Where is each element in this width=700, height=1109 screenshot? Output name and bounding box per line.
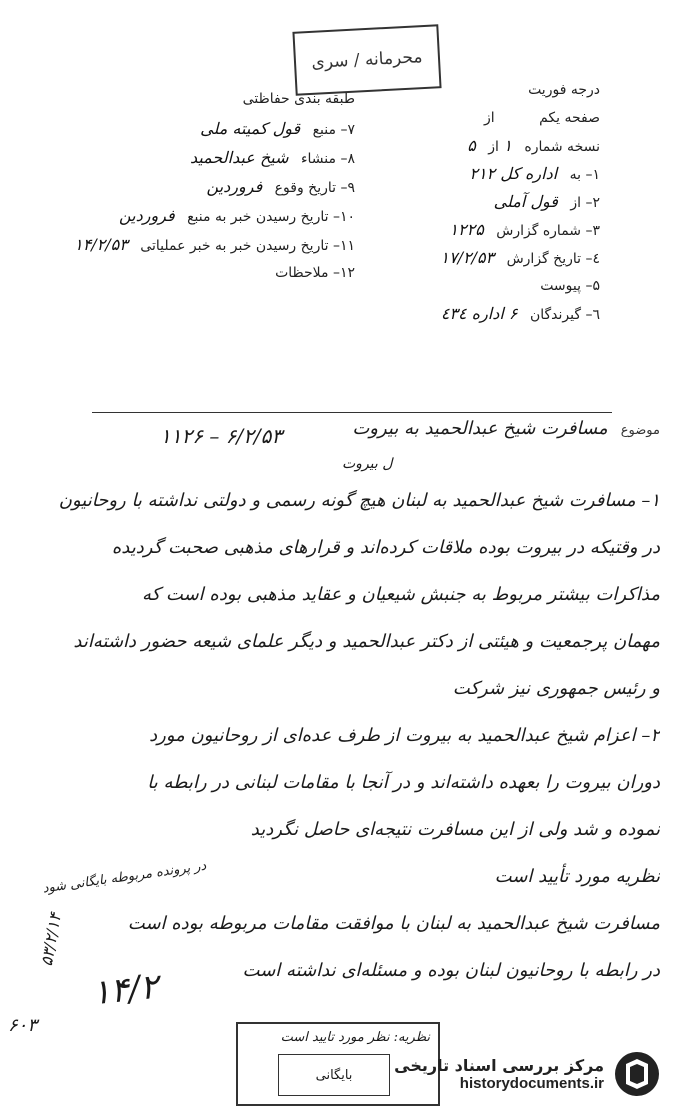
subject-row <box>40 412 660 446</box>
body-line: دوران بیروت را بعهده داشته‌اند و در آنجا با مقامات لبنانی در رابطه با <box>147 772 660 793</box>
body-line: در وقتیکه در بیروت بوده ملاقات کرده‌اند و قرارهای مذهبی صحبت گردیده <box>111 537 660 558</box>
margin-big-date: ۱۴/۲ <box>90 966 161 1014</box>
page-row: صفحه یکم از <box>483 110 600 126</box>
from-row: ۲– از قول آملی <box>493 192 600 211</box>
attachment-row: ۵– پیوست <box>540 278 600 294</box>
margin-note: در پرونده مربوطه بایگانی شود <box>41 858 208 897</box>
body-line: مذاکرات بیشتر مربوط به جنبش شیعیان و عقاید مذهبی بوده است که <box>141 584 660 605</box>
header-left-column <box>35 85 355 288</box>
archive-logo-icon <box>612 1049 662 1099</box>
origin-row: ۸– منشاء شیخ عبدالحمید <box>189 148 355 167</box>
report-date-row: ٤– تاریخ گزارش ۱۷/۲/۵۳ <box>440 248 600 267</box>
margin-date: ۵۳/۲/۱۴ <box>36 911 65 968</box>
bottom-stamp-text: نظریه: نظر مورد تایید است <box>280 1030 430 1045</box>
body-line: مسافرت شیخ عبدالحمید به لبنان با موافقت مقامات مربوطه بوده است <box>127 913 660 934</box>
classification-stamp: محرمانه / سری <box>292 24 441 96</box>
body-line: در رابطه با روحانیون لبنان بوده و مسئله‌ای نداشته است <box>242 960 660 981</box>
to-row: ۱– به اداره کل ۲۱۲ <box>469 164 600 183</box>
watermark-fa: مرکز بررسی اسناد تاریخی <box>394 1056 604 1075</box>
copy-row: نسخه شماره ۱ از ۵ <box>467 136 600 155</box>
watermark-en: historydocuments.ir <box>459 1075 604 1092</box>
report-no-row: ۳– شماره گزارش ۱۲۲۵ <box>449 220 600 239</box>
header-right-column <box>400 76 600 328</box>
event-date-row: ۹– تاریخ وقوع فروردین <box>206 177 355 196</box>
body-line: نموده و شد ولی از این مسافرت نتیجه‌ای حاصل نگردید <box>250 819 660 840</box>
sub-tag: ل بیروت <box>342 456 393 472</box>
degree-label: درجه فوریت <box>528 82 600 98</box>
archive-watermark <box>392 1043 662 1105</box>
body-line: نظریه مورد تأیید است <box>494 866 660 887</box>
source-row: ۷– منبع قول کمیته ملی <box>200 119 355 138</box>
subject-value: مسافرت شیخ عبدالحمید به بیروت <box>352 418 608 439</box>
recv-source-row: ۱۰– تاریخ رسیدن خبر به منبع فروردین <box>118 206 355 225</box>
body-line: ۲– اعزام شیخ عبدالحمید به بیروت از طرف عده‌ای از روحانیون مورد <box>149 725 660 746</box>
class-label: طبقه بندی حفاظتی <box>242 91 355 107</box>
recipients-row: ٦– گیرندگان ۶ اداره ٤٣٤ <box>440 304 600 323</box>
recv-agent-row: ۱۱– تاریخ رسیدن خبر به خبر عملیاتی ۱۴/۲/۵۳ <box>74 235 355 254</box>
body-line: و رئیس جمهوری نیز شرکت <box>452 678 660 699</box>
margin-bottom-number: ۶۰۳ <box>8 1015 38 1036</box>
notes-row: ۱۲– ملاحظات <box>275 265 355 281</box>
body-line: ۱– مسافرت شیخ عبدالحمید به لبنان هیچ گونه رسمی و دولتی نداشته با روحانیون <box>58 490 660 511</box>
bottom-stamp-box: بایگانی <box>278 1054 390 1096</box>
reference-number: ۱۱۲۶ – ۶/۲/۵۳ <box>160 424 283 448</box>
body-line: مهمان پرجمعیت و هیئتی از دکتر عبدالحمید و دیگر علمای شیعه حضور داشته‌اند <box>73 631 660 652</box>
report-body <box>40 478 660 995</box>
subject-label: موضوع <box>620 423 660 438</box>
